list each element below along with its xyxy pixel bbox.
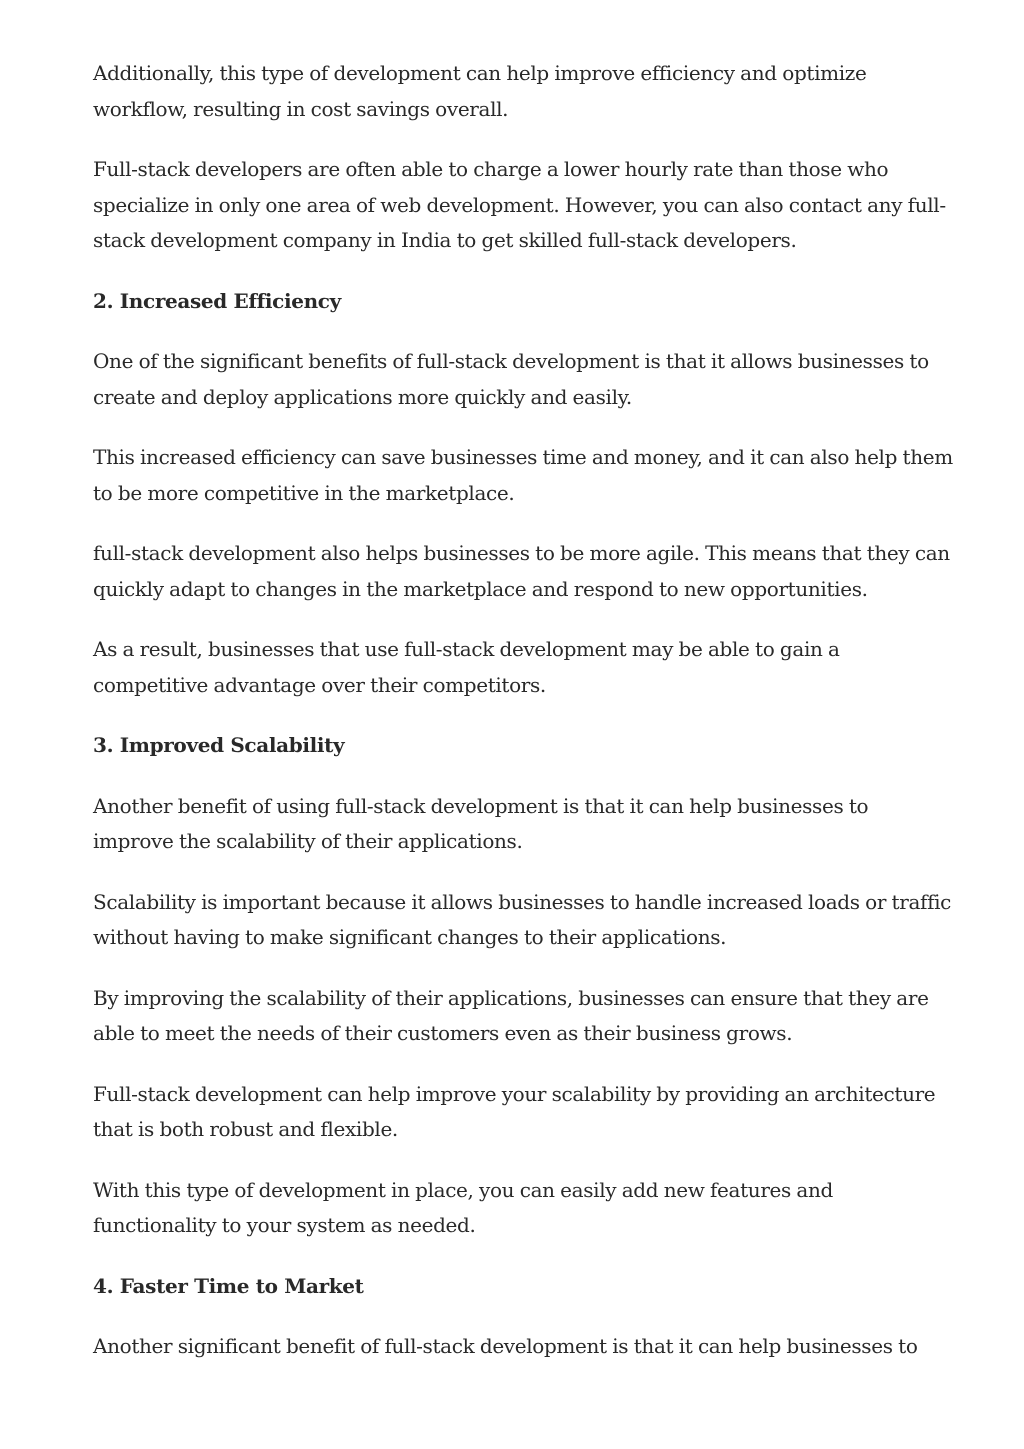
paragraph-competitive-advantage: As a result, businesses that use full-stack development may be able to gain a competitive advantage over their competitors. xyxy=(93,637,840,697)
article-body xyxy=(93,56,953,1390)
paragraph-efficiency-savings: Additionally, this type of development can help improve efficiency and optimize workflow, resulting in cost savings overall. xyxy=(93,61,867,121)
paragraph-architecture: Full-stack development can help improve your scalability by providing an architecture that is both robust and flexible. xyxy=(93,1081,936,1141)
paragraph-time-to-market: Another significant benefit of full-stack development is that it can help businesses to xyxy=(93,1334,918,1358)
heading-increased-efficiency: 2. Increased Efficiency xyxy=(93,288,341,313)
paragraph-agile: full-stack development also helps businesses to be more agile. This means that they can quickly adapt to changes in the marketplace and respond to new opportunities. xyxy=(93,541,950,601)
paragraph-customer-needs: By improving the scalability of their applications, businesses can ensure that they are able to meet the needs of their customers even as their business grows. xyxy=(93,985,929,1045)
paragraph-competitive: This increased efficiency can save businesses time and money, and it can also help them to be more competitive in the marketplace. xyxy=(93,445,953,505)
heading-improved-scalability: 3. Improved Scalability xyxy=(93,733,345,757)
paragraph-deploy-quickly: One of the significant benefits of full-stack development is that it allows businesses to create and deploy applications more quickly and easily. xyxy=(93,349,929,409)
paragraph-scalability-important: Scalability is important because it allows businesses to handle increased loads or traffic without having to make significant changes to their applications. xyxy=(93,889,952,949)
paragraph-scalability-benefit: Another benefit of using full-stack development is that it can help businesses to improve the scalability of their applications. xyxy=(93,793,869,853)
paragraph-hourly-rate: Full-stack developers are often able to charge a lower hourly rate than those who specialize in only one area of web development. However, you can also contact any full-stack development company in India to get skilled full-stack developers. xyxy=(93,157,946,252)
paragraph-new-features: With this type of development in place, you can easily add new features and functionality to your system as needed. xyxy=(93,1177,833,1237)
heading-faster-time-to-market: 4. Faster Time to Market xyxy=(93,1273,364,1298)
